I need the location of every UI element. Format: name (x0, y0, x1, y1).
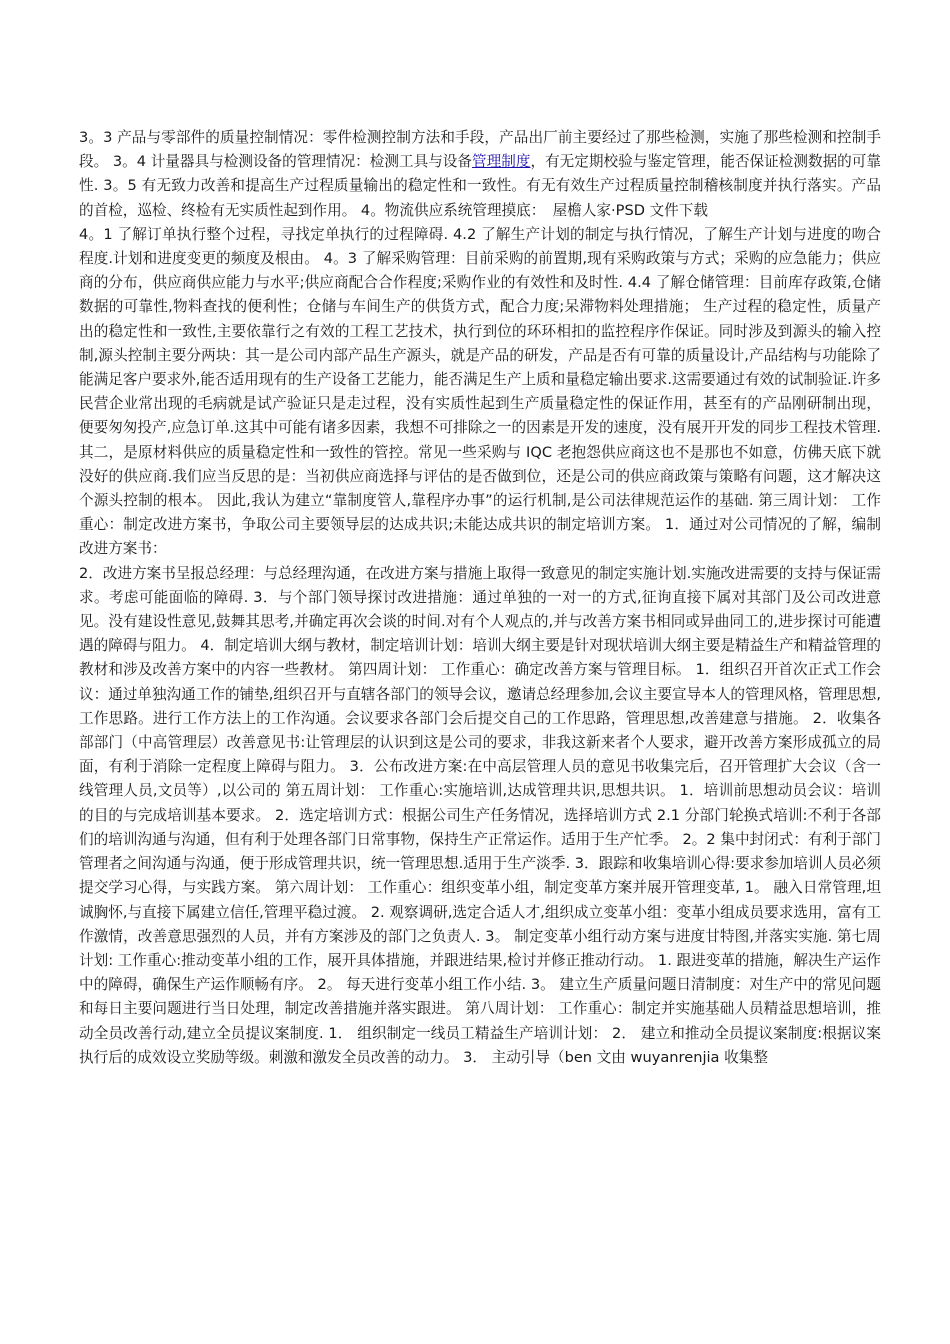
document-body (79, 126, 881, 1070)
paragraph-quality-control (79, 126, 881, 223)
paragraph-weekly-plans: 2．改进方案书呈报总经理：与总经理沟通，在改进方案与措施上取得一致意见的制定实施计划.实施改进需要的支持与保证需求。考虑可能面临的障碍. 3．与个部门领导探讨改进措施：通过单独的一对一的方式,征询直接下属对其部门及公司改进意见。没有建设性意见,鼓舞其思考,并确定再次会谈的时间.对有个人观点的,并与改善方案书相同或异曲同工的,进步探讨可能遭遇的障碍与阻力。 4．制定培训大纲与教材，制定培训计划：培训大纲主要是针对现状培训大纲主要是精益生产和精益管理的教材和涉及改善方案中的内容一些教材。 第四周计划： 工作重心：确定改善方案与管理目标。 1．组织召开首次正式工作会议：通过单独沟通工作的铺垫,组织召开与直辖各部门的领导会议，邀请总经理参加,会议主要宣导本人的管理风格，管理思想,工作思路。进行工作方法上的工作沟通。会议要求各部门会后提交自己的工作思路，管理思想,改善建意与措施。 2．收集各部部门（中高管理层）改善意见书:让管理层的认识到这是公司的要求，非我这新来者个人要求，避开改善方案形成孤立的局面，有利于消除一定程度上障碍与阻力。 3．公布改进方案:在中高层管理人员的意见书收集完后，召开管理扩大会议（含一线管理人员,文员等）,以公司的 第五周计划： 工作重心:实施培训,达成管理共识,思想共识。 1．培训前思想动员会议：培训的目的与完成培训基本要求。 2．选定培训方式：根据公司生产任务情况，选择培训方式 2.1 分部门轮换式培训:不利于各部们的培训沟通与沟通，但有利于处理各部门日常事物，保持生产正常运作。适用于生产忙季。 2。2 集中封闭式：有利于部门管理者之间沟通与沟通，便于形成管理共识，统一管理思想.适用于生产淡季. 3．跟踪和收集培训心得:要求参加培训人员必须提交学习心得，与实践方案。 第六周计划： 工作重心：组织变革小组，制定变革方案并展开管理变革, 1。 融入日常管理,坦诚胸怀,与直接下属建立信任,管理平稳过渡。 2. 观察调研,选定合适人才,组织成立变革小组：变革小组成员要求选用，富有工作激情，改善意思强烈的人员，并有方案涉及的部门之负责人. 3。 制定变革小组行动方案与进度甘特图,并落实实施. 第七周计划: 工作重心:推动变革小组的工作，展开具体措施，并跟进结果,检讨并修正推动行动。 1. 跟进变革的措施，解决生产运作中的障碍，确保生产运作顺畅有序。 2。 每天进行变革小组工作小结. 3。 建立生产质量问题日清制度：对生产中的常见问题和每日主要问题进行当日处理，制定改善措施并落实跟进。 第八周计划： 工作重心：制定并实施基础人员精益思想培训，推动全员改善行动,建立全员提议案制度. 1． 组织制定一线员工精益生产培训计划： 2． 建立和推动全员提议案制度:根据议案执行后的成效设立奖励等级。刺激和激发全员改善的动力。 3． 主动引导（ben 文由 wuyanrenjia 收集整 (79, 564, 881, 1066)
management-system-link[interactable]: 管理制度 (472, 153, 531, 171)
paragraph-logistics-supply: 4。1 了解订单执行整个过程，寻找定单执行的过程障碍. 4.2 了解生产计划的制定与执行情况，了解生产计划与进度的吻合程度.计划和进度变更的频度及根由。 4。3 了解采购管理：目前采购的前置期,现有采购政策与方式；采购的应急能力；供应商的分布，供应商供应能力与水平;供应商配合合作程度;采购作业的有效性和及时性. 4.4 了解仓储管理：目前库存政策,仓储数据的可靠性,物料查找的便利性；仓储与车间生产的供货方式，配合力度;呆滞物料处理措施； 生产过程的稳定性，质量产出的稳定性和一致性,主要依靠行之有效的工程工艺技术，执行到位的环环相扣的监控程序作保证。同时涉及到源头的输入控制,源头控制主要分两块：其一是公司内部产品生产源头，就是产品的研发，产品是否有可靠的质量设计,产品结构与功能除了能满足客户要求外,能否适用现有的生产设备工艺能力，能否满足生产上质和量稳定输出要求.这需要通过有效的试制验证.许多民营企业常出现的毛病就是试产验证只是走过程，没有实质性起到生产质量稳定性的保证作用，甚至有的产品刚研制出现，便要匆匆投产,应急订单.这其中可能有诸多因素，我想不可排除之一的因素是开发的速度，没有展开开发的同步工程技术管理.其二，是原材料供应的质量稳定性和一致性的管控。常见一些采购与 IQC 老抱怨供应商这也不是那也不如意，仿佛天底下就没好的供应商.我们应当反思的是：当初供应商选择与评估的是否做到位，还是公司的供应商政策与策略有问题，这才解决这个源头控制的根本。 因此,我认为建立“靠制度管人,靠程序办事”的运行机制,是公司法律规范运作的基础. 第三周计划： 工作重心：制定改进方案书，争取公司主要领导层的达成共识;未能达成共识的制定培训方案。 1．通过对公司情况的了解，编制改进方案书： (79, 225, 881, 558)
paragraph-text: 3。3 产品与零部件的质量控制情况：零件检测控制方法和手段，产品出厂前主要经过了那些检测，实施了那些检测和控制手段。 3。4 计量器具与检测设备的管理情况：检测工具与设备 (79, 129, 881, 171)
paragraph-text: ，有无定期校验与鉴定管理，能否保证检测数据的可靠性. 3。5 有无致力改善和提高生产过程质量输出的稳定性和一致性。有无有效生产过程质量控制稽核制度并执行落实。产品的首检，巡检、终检有无实质性起到作用。 4。物流供应系统管理摸底： 屋檐人家·PSD 文件下载 (79, 153, 881, 219)
